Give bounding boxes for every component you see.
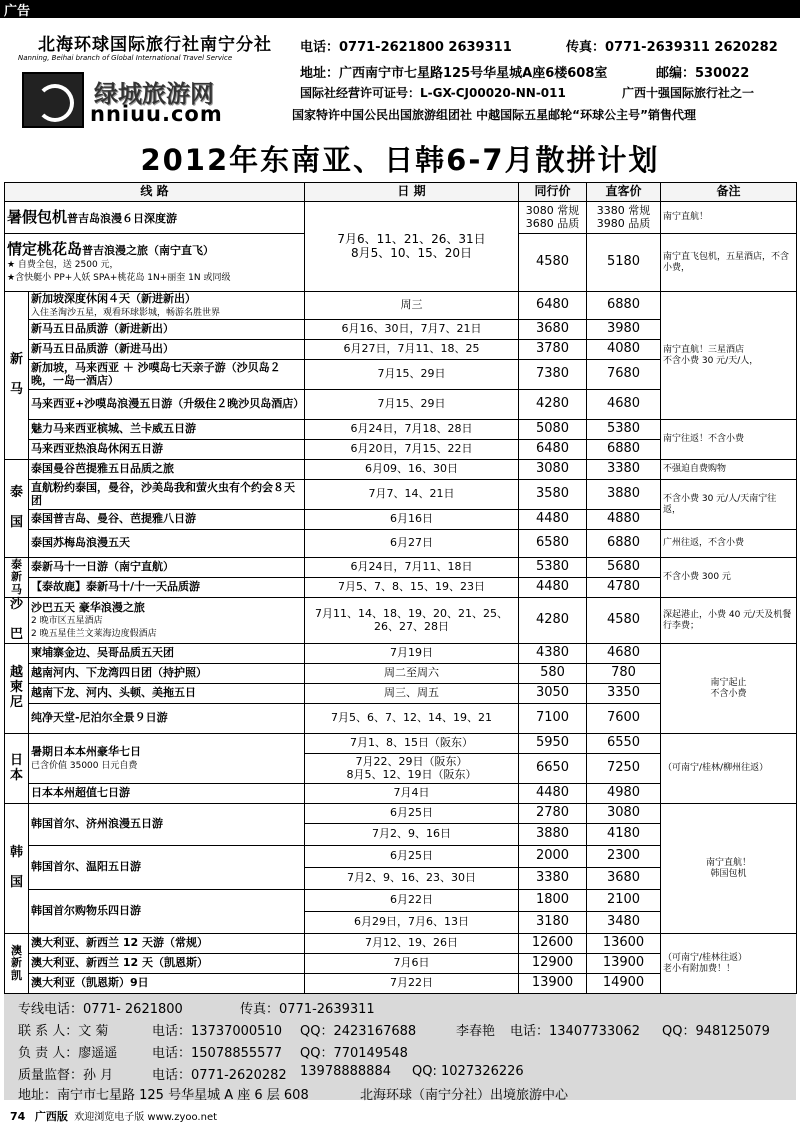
date-cell: 7月22、29日（阪东） 8月5、12、19日（阪东）: [305, 754, 519, 784]
category-cell: 新 马: [5, 292, 29, 460]
route-name: 澳大利亚、新西兰 12 天（凯恩斯）: [29, 954, 305, 974]
route-name: 越南河内、下龙湾四日团（持护照）: [29, 664, 305, 684]
date-cell: 6月16日: [305, 510, 519, 530]
col-header-note: 备注: [661, 183, 797, 202]
category-cell: 日 本: [5, 734, 29, 804]
trade-price: 5080: [519, 420, 587, 440]
qc-qq: QQ: 1027326226: [412, 1064, 524, 1079]
retail-price: 6880: [587, 292, 661, 320]
trade-price: 4480: [519, 510, 587, 530]
note-cell: 南宁直航！: [661, 202, 797, 234]
route-name: 纯净天堂-尼泊尔全景９日游: [29, 704, 305, 734]
trade-price: 13900: [519, 974, 587, 994]
note-cell: 不含小费 300 元: [661, 558, 797, 598]
page-footer: [10, 1108, 217, 1124]
contact-qq: QQ：2423167688: [300, 1024, 417, 1039]
category-cell: 越 柬 尼: [5, 644, 29, 734]
route-extra: ★含快艇小 PP+人妖 SPA+桃花岛 1N+丽奎 1N 或同级: [7, 273, 231, 284]
trade-price: 580: [519, 664, 587, 684]
route-name: 【泰故鹿】泰新马十/十一天品质游: [29, 578, 305, 598]
trade-price: 12900: [519, 954, 587, 974]
route-name: 新马五日品质游（新进马出）: [29, 340, 305, 360]
note-cell: 南宁起止 不含小费: [661, 644, 797, 734]
retail-price: 4680: [587, 390, 661, 420]
date-cell: 7月22日: [305, 974, 519, 994]
retail-price: 6550: [587, 734, 661, 754]
table-row: [5, 558, 797, 578]
date-cell: 7月19日: [305, 644, 519, 664]
contact-phone: 电话：13737000510: [152, 1024, 282, 1039]
contact-person: 李春艳: [456, 1024, 496, 1039]
retail-price: 5680: [587, 558, 661, 578]
date-cell: 周三: [305, 292, 519, 320]
retail-price: 3350: [587, 684, 661, 704]
trade-price: 4280: [519, 390, 587, 420]
trade-price: 6480: [519, 440, 587, 460]
route-extra: 入住圣淘沙五星，观看环球影城，畅游名胜世界: [31, 307, 221, 318]
date-cell: 7月5、6、7、12、14、19、21: [305, 704, 519, 734]
manager: 负 责 人：廖遥遥: [18, 1046, 118, 1061]
header-fax: 传真：0771-2639311 2620282: [566, 40, 778, 55]
retail-price: 3480: [587, 912, 661, 934]
route-name: 泰新马十一日游（南宁直航）: [29, 558, 305, 578]
route-name: 新马五日品质游（新进新出）: [29, 320, 305, 340]
route-name: 澳大利亚、新西兰 12 天游（常规）: [29, 934, 305, 954]
trade-price: 12600: [519, 934, 587, 954]
note-cell: 深起港止，小费 40 元/天及机餐行李费；: [661, 598, 797, 644]
retail-price: 6880: [587, 530, 661, 558]
header-postcode: 邮编：530022: [656, 66, 750, 81]
date-cell: 7月2、9、16日: [305, 824, 519, 846]
table-row: [5, 420, 797, 440]
category-cell: 韩 国: [5, 804, 29, 934]
trade-price: 2000: [519, 846, 587, 868]
retail-price: 6880: [587, 440, 661, 460]
retail-price: 3380: [587, 460, 661, 480]
header-tagline: 国家特许中国公民出国旅游组团社 中越国际五星邮轮“环球公主号”销售代理: [292, 108, 696, 122]
note-cell: 南宁直飞包机，五星酒店，不含小费，: [661, 234, 797, 292]
route-name: 普吉岛浪漫６日深度游: [67, 211, 178, 225]
trade-price: 2780: [519, 804, 587, 824]
retail-price: 4580: [587, 598, 661, 644]
table-row: [5, 804, 797, 824]
route-name: 日本本州超值七日游: [29, 784, 305, 804]
trade-price: 5380: [519, 558, 587, 578]
retail-price: 7250: [587, 754, 661, 784]
route-name: 韩国首尔购物乐四日游: [29, 890, 305, 934]
trade-price: 1800: [519, 890, 587, 912]
trade-price: 6480: [519, 292, 587, 320]
date-cell: 周三、周五: [305, 684, 519, 704]
date-cell: 6月09、16、30日: [305, 460, 519, 480]
note-cell: 南宁直航！三星酒店 不含小费 30 元/天/人，: [661, 292, 797, 420]
col-header-date: 日 期: [305, 183, 519, 202]
trade-price: 4480: [519, 578, 587, 598]
date-cell: 7月2、9、16、23、30日: [305, 868, 519, 890]
retail-price: 2300: [587, 846, 661, 868]
route-name: 暑期日本本州豪华七日: [31, 744, 141, 758]
note-cell: 不含小费 30 元/人/天南宁往返，: [661, 480, 797, 530]
table-row: [5, 202, 797, 234]
welcome-text: 欢迎浏览电子版 www.zyoo.net: [74, 1112, 218, 1123]
route-cell: [5, 202, 305, 234]
route-name: 韩国首尔、济州浪漫五日游: [29, 804, 305, 846]
note-cell: （可南宁/桂林往返） 老小有附加费！！: [661, 934, 797, 994]
note-cell: 不强迫自费购物: [661, 460, 797, 480]
route-name: 马来西亚热浪岛休闲五日游: [29, 440, 305, 460]
route-cell: [5, 234, 305, 292]
header-address: 地址：广西南宁市七星路125号华星城A座6楼608室: [300, 66, 608, 81]
route-extra: 2 晚市区五星酒店: [31, 616, 103, 627]
category-cell: 泰 新 马: [5, 558, 29, 598]
trade-price: 3680: [519, 320, 587, 340]
manager-qq: QQ：770149548: [300, 1046, 408, 1061]
trade-price: 3880: [519, 824, 587, 846]
manager-phone: 电话：15078855577: [152, 1046, 282, 1061]
route-name: 韩国首尔、温阳五日游: [29, 846, 305, 890]
date-cell: 7月6、11、21、26、31日 8月5、10、15、20日: [305, 202, 519, 292]
table-row: [5, 480, 797, 510]
page-number: 74: [10, 1110, 26, 1123]
brand-url: nniuu.com: [90, 102, 223, 126]
qc-mobile: 13978888884: [300, 1064, 391, 1079]
date-cell: 6月27日，7月11、18、25: [305, 340, 519, 360]
header: [10, 24, 790, 128]
date-cell: 7月7、14、21日: [305, 480, 519, 510]
trade-price: 4380: [519, 644, 587, 664]
retail-price: 4680: [587, 644, 661, 664]
trade-price: 3580: [519, 480, 587, 510]
header-phone: 电话：0771-2621800 2639311: [300, 40, 512, 55]
retail-price: 3880: [587, 480, 661, 510]
retail-price: 2100: [587, 890, 661, 912]
retail-price: 13600: [587, 934, 661, 954]
route-name: 马来西亚+沙嗼岛浪漫五日游（升级住２晚沙贝岛酒店）: [29, 390, 305, 420]
retail-price: 5380: [587, 420, 661, 440]
date-cell: 7月4日: [305, 784, 519, 804]
retail-price: 3080: [587, 804, 661, 824]
route-name: 澳大利亚（凯恩斯）9日: [29, 974, 305, 994]
retail-price: 13900: [587, 954, 661, 974]
table-row: [5, 292, 797, 320]
route-extra: 已含价值 35000 日元自费: [31, 760, 138, 771]
table-header-row: [5, 183, 797, 202]
retail-price: 3680: [587, 868, 661, 890]
table-row: [5, 734, 797, 754]
footer-address: 地址：南宁市七星路 125 号华星城 A 座 6 层 608: [18, 1088, 309, 1103]
trade-price: 3050: [519, 684, 587, 704]
note-cell: 南宁往返！不含小费: [661, 420, 797, 460]
date-cell: 6月22日: [305, 890, 519, 912]
retail-price: 780: [587, 664, 661, 684]
footer-dept: 北海环球（南宁分社）出境旅游中心: [360, 1088, 569, 1103]
route-name: 新加坡深度休闲４天（新进新出）: [31, 291, 196, 305]
retail-price: 3980: [587, 320, 661, 340]
retail-price: 4080: [587, 340, 661, 360]
contact-footer: [4, 994, 796, 1103]
route-name: 泰国曼谷芭提雅五日品质之旅: [29, 460, 305, 480]
category-cell: 泰 国: [5, 460, 29, 558]
note-cell: 南宁直航！ 韩国包机: [661, 804, 797, 934]
retail-price: 14900: [587, 974, 661, 994]
trade-price: 5950: [519, 734, 587, 754]
col-header-route: 线 路: [5, 183, 305, 202]
date-cell: 6月25日: [305, 846, 519, 868]
date-cell: 7月1、8、15日（阪东）: [305, 734, 519, 754]
edition-label: 广西版: [34, 1110, 68, 1123]
col-header-trade-price: 同行价: [519, 183, 587, 202]
date-cell: 6月20日，7月15、22日: [305, 440, 519, 460]
contact-phone: 电话：13407733062: [510, 1024, 640, 1039]
route-cell: [29, 292, 305, 320]
table-row: [5, 530, 797, 558]
ad-banner: [0, 0, 800, 18]
table-row: [5, 934, 797, 954]
route-highlight: 情定桃花岛: [7, 240, 83, 259]
table-row: [5, 598, 797, 644]
retail-price: 3380 常规 3980 品质: [587, 202, 661, 234]
trade-price: 3380: [519, 868, 587, 890]
trade-price: 3080 常规 3680 品质: [519, 202, 587, 234]
note-cell: 广州往返，不含小费: [661, 530, 797, 558]
date-cell: 6月16、30日，7月7、21日: [305, 320, 519, 340]
company-logo: [22, 72, 84, 128]
trade-price: 3780: [519, 340, 587, 360]
schedule-table: [4, 182, 797, 994]
trade-price: 3080: [519, 460, 587, 480]
table-row: [5, 460, 797, 480]
quality-supervisor: 质量监督：孙 月: [18, 1068, 114, 1083]
qc-phone: 电话：0771-2620282: [152, 1068, 287, 1083]
trade-price: 6580: [519, 530, 587, 558]
route-name: 普吉浪漫之旅（南宁直飞）: [82, 244, 215, 258]
note-cell: （可南宁/桂林/柳州往返）: [661, 734, 797, 804]
date-cell: 6月27日: [305, 530, 519, 558]
route-cell: [29, 598, 305, 644]
trade-price: 4480: [519, 784, 587, 804]
trade-price: 4580: [519, 234, 587, 292]
route-name: 柬埔寨金边、吴哥品质五天团: [29, 644, 305, 664]
retail-price: 7680: [587, 360, 661, 390]
route-name: 沙巴五天 豪华浪漫之旅: [31, 600, 145, 614]
date-cell: 6月25日: [305, 804, 519, 824]
route-name: 泰国苏梅岛浪漫五天: [29, 530, 305, 558]
date-cell: 7月12、19、26日: [305, 934, 519, 954]
category-cell: 沙 巴: [5, 598, 29, 644]
date-cell: 7月5、7、8、15、19、23日: [305, 578, 519, 598]
route-name: 新加坡，马来西亚 ＋ 沙嗼岛七天亲子游（沙贝岛２晚，一岛一酒店）: [29, 360, 305, 390]
date-cell: 7月11、14、18、19、20、21、25、26、27、28日: [305, 598, 519, 644]
retail-price: 4980: [587, 784, 661, 804]
trade-price: 6650: [519, 754, 587, 784]
contact-qq: QQ：948125079: [662, 1024, 770, 1039]
trade-price: 7380: [519, 360, 587, 390]
date-cell: 7月15、29日: [305, 390, 519, 420]
route-name: 魅力马来西亚槟城、兰卡威五日游: [29, 420, 305, 440]
route-extra: ★ 自费全包，送 2500 元，: [7, 260, 119, 271]
date-cell: 7月6日: [305, 954, 519, 974]
route-name: 直航粉约泰国，曼谷，沙美岛我和萤火虫有个约会８天团: [29, 480, 305, 510]
ad-label: 广告: [4, 4, 31, 19]
date-cell: 7月15、29日: [305, 360, 519, 390]
retail-price: 4180: [587, 824, 661, 846]
date-cell: 6月24日，7月11、18日: [305, 558, 519, 578]
route-name: 越南下龙、河内、头顿、美拖五日: [29, 684, 305, 704]
category-cell: 澳 新 凯: [5, 934, 29, 994]
date-cell: 周二至周六: [305, 664, 519, 684]
hotline: 专线电话：0771- 2621800: [18, 1002, 183, 1017]
retail-price: 5180: [587, 234, 661, 292]
trade-price: 7100: [519, 704, 587, 734]
date-cell: 6月29日，7月6、13日: [305, 912, 519, 934]
date-cell: 6月24日，7月18、28日: [305, 420, 519, 440]
route-cell: [29, 734, 305, 784]
contact-person: 联 系 人：文 菊: [18, 1024, 109, 1039]
footer-fax: 传真：0771-2639311: [240, 1002, 375, 1017]
page-title: 2012年东南亚、日韩6-7月散拼计划: [140, 143, 660, 177]
brand-name: 绿城旅游网: [94, 80, 214, 108]
retail-price: 4880: [587, 510, 661, 530]
header-rank: 广西十强国际旅行社之一: [622, 86, 755, 100]
route-name: 泰国普吉岛、曼谷、芭提雅八日游: [29, 510, 305, 530]
trade-price: 3180: [519, 912, 587, 934]
table-row: [5, 644, 797, 664]
header-license: 国际社经营许可证号：L-GX-CJ00020-NN-011: [300, 86, 566, 100]
col-header-retail-price: 直客价: [587, 183, 661, 202]
retail-price: 4780: [587, 578, 661, 598]
company-name-en: Nanning, Beihai branch of Global International Travel Service: [18, 54, 233, 62]
route-highlight: 暑假包机: [7, 207, 68, 226]
company-name: 北海环球国际旅行社南宁分社: [38, 35, 272, 55]
retail-price: 7600: [587, 704, 661, 734]
trade-price: 4280: [519, 598, 587, 644]
route-extra: 2 晚五星佳兰文莱海边度假酒店: [31, 628, 157, 639]
